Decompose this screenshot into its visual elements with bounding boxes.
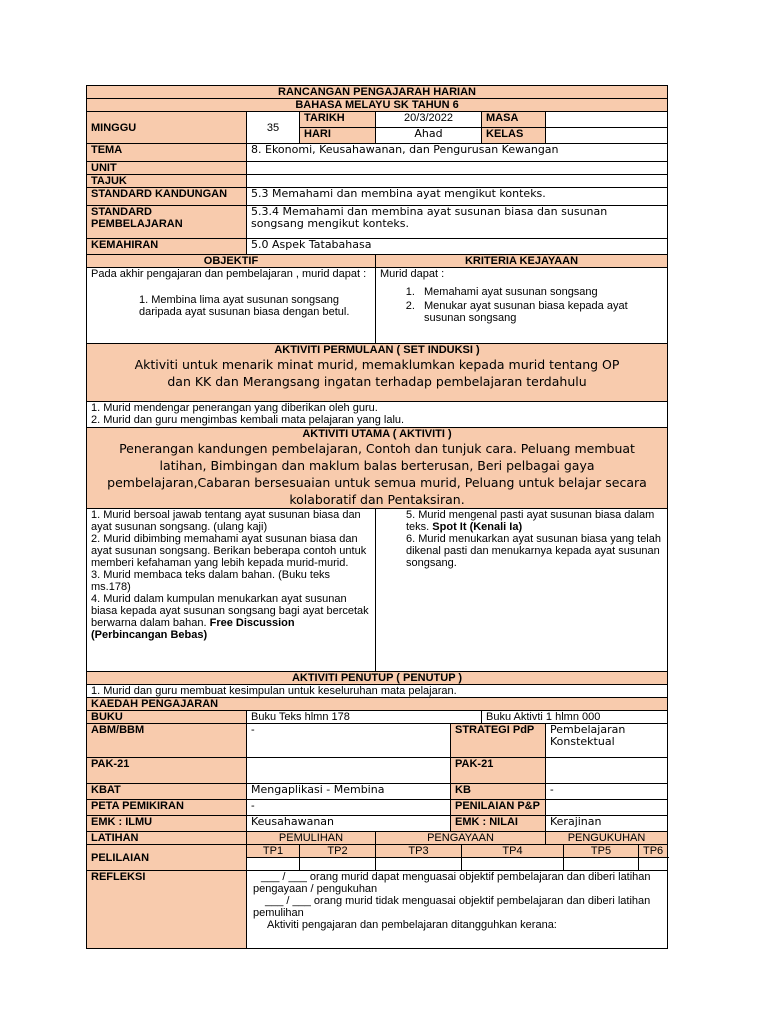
- refleksi-line-2: ___ / ___ orang murid tidak menguasai objektif pembelajaran dan diberi latihan pemulihan: [253, 895, 651, 919]
- emk-nilai-label: EMK : NILAI: [451, 816, 546, 832]
- tp-header: TP4: [462, 845, 564, 858]
- utama-item-3: 3. Murid membaca teks dalam bahan. (Buku teks ms.178): [91, 569, 331, 593]
- peta-value: -: [247, 800, 451, 816]
- sk-value: 5.3 Memahami dan membina ayat mengikut konteks.: [247, 188, 668, 206]
- latihan-col-pengayaan: PENGAYAAN: [376, 832, 546, 845]
- kriteria-item: 1. Memahami ayat susunan songsang: [418, 286, 663, 298]
- tarikh-value: 20/3/2022: [376, 112, 482, 128]
- penilaian-value: [546, 800, 668, 816]
- pak21-value: [247, 758, 451, 784]
- tp-cell: [247, 858, 300, 871]
- refleksi-line-1: ___ / ___ orang murid dapat menguasai objektif pembelajaran dan diberi latihan pengayaan / pengukuhan: [253, 871, 651, 895]
- tajuk-label: TAJUK: [87, 175, 247, 188]
- pak21-label-2: PAK-21: [451, 758, 546, 784]
- peta-label: PETA PEMIKIRAN: [87, 800, 247, 816]
- sk-label: STANDARD KANDUNGAN: [87, 188, 247, 206]
- buku-value-2: Buku Aktivti 1 hlmn 000: [482, 711, 668, 724]
- refleksi-cell: [247, 871, 668, 949]
- kaedah-label: KAEDAH PENGAJARAN: [87, 698, 668, 711]
- kriteria-list: [380, 286, 663, 324]
- utama-item-4: [91, 593, 371, 641]
- penutup-header: AKTIVITI PENUTUP ( PENUTUP ): [87, 672, 668, 685]
- unit-label: UNIT: [87, 162, 247, 175]
- permulaan-desc: Aktiviti untuk menarik minat murid, memaklumkan kepada murid tentang OP dan KK dan Merangsang ingatan terhadap pembelajaran terdahulu: [134, 357, 620, 389]
- tp-header: TP5: [564, 845, 639, 858]
- kemahiran-value: 5.0 Aspek Tatabahasa: [247, 239, 668, 255]
- permulaan-items: [87, 402, 668, 428]
- utama-item-2: 2. Murid dibimbing memahami ayat susunan biasa dan ayat susunan songsang. Berikan beberapa contoh untuk memberi kefahaman yang lebih kepada murid-murid.: [91, 533, 367, 569]
- tp-header: TP1: [247, 845, 300, 858]
- tema-value: 8. Ekonomi, Keusahawanan, dan Pengurusan Kewangan: [247, 144, 668, 162]
- sp-value: 5.3.4 Memahami dan membina ayat susunan biasa dan susunan songsang mengikut konteks.: [247, 206, 668, 239]
- utama-item-5-bold: Spot It (Kenali Ia): [432, 521, 523, 533]
- tajuk-value: [247, 175, 668, 188]
- plan-title: RANCANGAN PENGAJARAH HARIAN: [87, 86, 668, 99]
- permulaan-header: AKTIVITI PERMULAAN ( SET INDUKSI ): [274, 344, 480, 356]
- utama-desc: Penerangan kandungen pembelajaran, Contoh dan tunjuk cara. Peluang membuat latihan, Bimbingan dan maklum balas berterusan, Beri pelbagai gaya pembelajaran,Cabaran bersesuaian untuk semua murid, Peluang untuk belajar secara kolaboratif dan Pentaksiran.: [107, 441, 647, 507]
- hari-label: HARI: [300, 128, 376, 144]
- sp-label-1: STANDARD: [91, 206, 152, 218]
- pak21-value-2: [546, 758, 668, 784]
- minggu-label: MINGGU: [87, 112, 247, 144]
- tp-cell: [462, 858, 564, 871]
- minggu-value: 35: [247, 112, 300, 144]
- utama-item-1: 1. Murid bersoal jawab tentang ayat susunan biasa dan ayat susunan songsang. (ulang kaji): [91, 509, 361, 533]
- pelilaian-label: PELILAIAN: [87, 845, 247, 871]
- objektif-item: 1. Membina lima ayat susunan songsang daripada ayat susunan biasa dengan betul.: [139, 294, 350, 318]
- refleksi-line-3: Aktiviti pengajaran dan pembelajaran ditangguhkan kerana:: [267, 919, 557, 931]
- utama-item-4-text: 4. Murid dalam kumpulan menukarkan ayat susunan biasa kepada ayat susunan songsang bagi ayat bercetak berwarna dalam bahan.: [91, 593, 369, 629]
- buku-value-1: Buku Teks hlmn 178: [247, 711, 482, 724]
- penilaian-label: PENILAIAN P&P: [451, 800, 546, 816]
- latihan-col-pengukuhan: PENGUKUHAN: [546, 832, 668, 845]
- kelas-label: KELAS: [482, 128, 546, 144]
- plan-subtitle: BAHASA MELAYU SK TAHUN 6: [87, 99, 668, 112]
- hari-value: Ahad: [376, 128, 482, 144]
- pak21-label: PAK-21: [87, 758, 247, 784]
- objektif-header: OBJEKTIF: [87, 255, 376, 268]
- unit-value: [247, 162, 668, 175]
- kriteria-item: 2. Menukar ayat susunan biasa kepada ayat susunan songsang: [418, 300, 663, 324]
- tp-cell: [376, 858, 462, 871]
- tema-label: TEMA: [87, 144, 247, 162]
- tp-cell: [564, 858, 639, 871]
- sp-label-2: PEMBELAJARAN: [91, 218, 183, 230]
- kbat-label: KBAT: [87, 784, 247, 800]
- emk-nilai-value: Kerajinan: [546, 816, 668, 832]
- strategi-label: STRATEGI PdP: [451, 724, 546, 758]
- abm-value: -: [247, 724, 451, 758]
- lesson-plan-document: [86, 85, 667, 949]
- kbat-value: Mengaplikasi - Membina: [247, 784, 451, 800]
- tarikh-label: TARIKH: [300, 112, 376, 128]
- latihan-label: LATIHAN: [87, 832, 247, 845]
- kelas-value: [546, 128, 668, 144]
- lesson-plan-table: [86, 85, 668, 949]
- tp-header: TP3: [376, 845, 462, 858]
- emk-ilmu-label: EMK : ILMU: [87, 816, 247, 832]
- tp-header: TP2: [300, 845, 376, 858]
- abm-label: ABM/BBM: [87, 724, 247, 758]
- buku-label: BUKU: [87, 711, 247, 724]
- permulaan-item: 2. Murid dan guru mengimbas kembali mata pelajaran yang lalu.: [91, 414, 405, 426]
- kemahiran-label: KEMAHIRAN: [87, 239, 247, 255]
- objektif-intro: Pada akhir pengajaran dan pembelajaran , murid dapat :: [91, 268, 367, 280]
- utama-item-6: 6. Murid menukarkan ayat susunan biasa yang telah dikenal pasti dan menukarnya kepada ayat susunan songsang.: [406, 533, 661, 569]
- penutup-item: 1. Murid dan guru membuat kesimpulan untuk keseluruhan mata pelajaran.: [87, 685, 668, 698]
- utama-item-5: [406, 509, 663, 533]
- utama-right: [376, 509, 668, 672]
- objektif-cell: [87, 268, 376, 344]
- permulaan-block: [87, 344, 668, 402]
- tp-cell: [639, 858, 668, 871]
- kb-value: -: [546, 784, 668, 800]
- utama-item-4-bold: Free Discussion (Perbincangan Bebas): [91, 617, 295, 641]
- utama-block: [87, 428, 668, 509]
- utama-item-5-text: 5. Murid mengenal pasti ayat susunan biasa dalam teks.: [406, 509, 655, 533]
- strategi-value: Pembelajaran Konstektual: [546, 724, 668, 758]
- masa-value: [546, 112, 668, 128]
- emk-ilmu-value: Keusahawanan: [247, 816, 451, 832]
- sp-label: [87, 206, 247, 239]
- kb-label: KB: [451, 784, 546, 800]
- permulaan-item: 1. Murid mendengar penerangan yang diberikan oleh guru.: [91, 402, 378, 414]
- tp-header: TP6: [639, 845, 668, 858]
- latihan-col-pemulihan: PEMULIHAN: [247, 832, 376, 845]
- kriteria-intro: Murid dapat :: [380, 268, 445, 280]
- masa-label: MASA: [482, 112, 546, 128]
- refleksi-label: REFLEKSI: [87, 871, 247, 949]
- utama-left: [87, 509, 376, 672]
- kriteria-header: KRITERIA KEJAYAAN: [376, 255, 668, 268]
- utama-header: AKTIVITI UTAMA ( AKTIVITI ): [302, 428, 452, 440]
- kriteria-cell: [376, 268, 668, 344]
- tp-cell: [300, 858, 376, 871]
